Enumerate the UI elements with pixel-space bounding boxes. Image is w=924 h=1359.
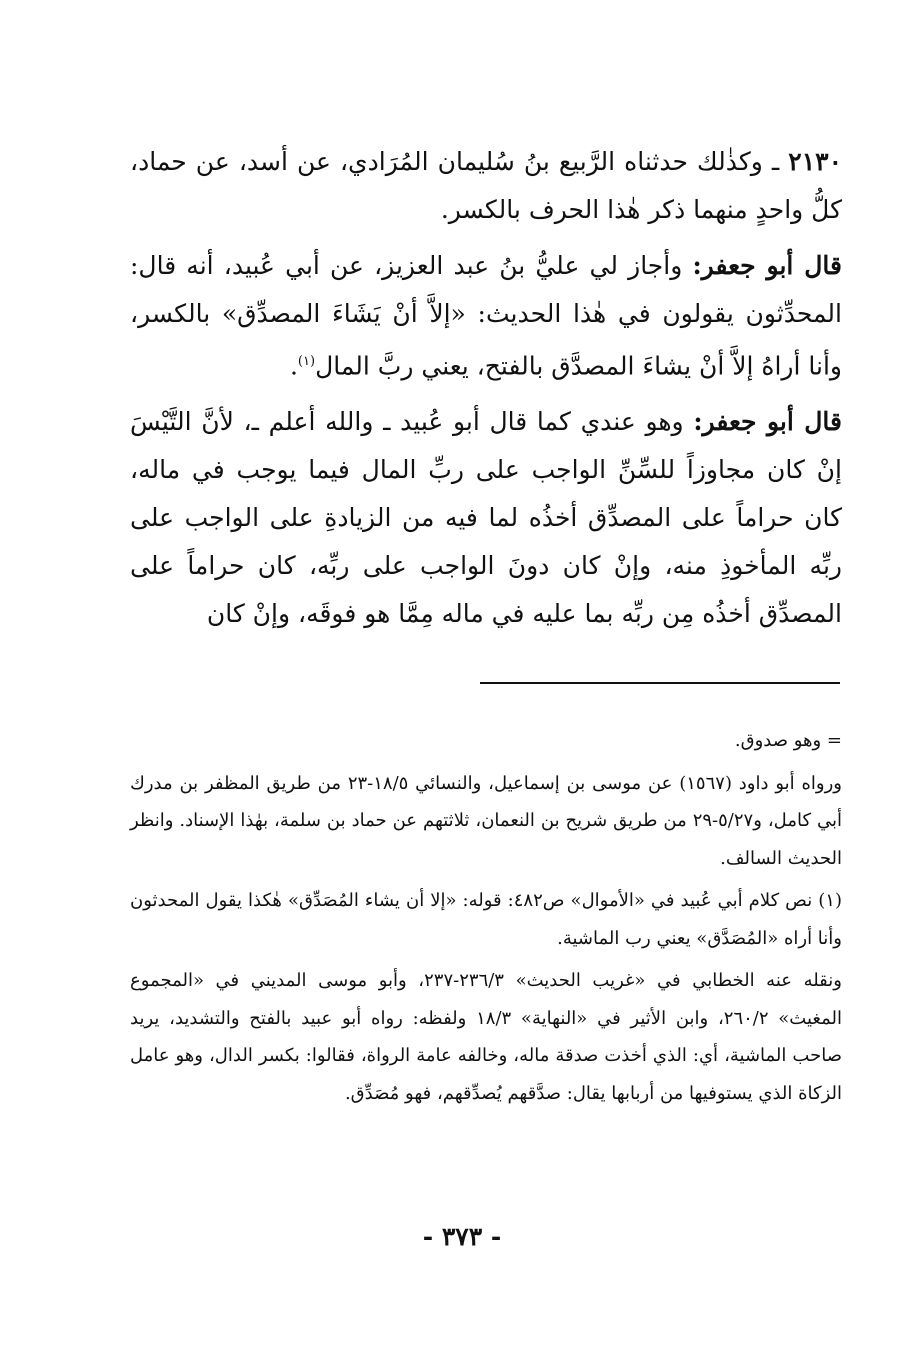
speaker-label: قال أبو جعفر: xyxy=(693,407,842,437)
footnote-ref: (١) xyxy=(297,354,316,369)
commentary-paragraph xyxy=(130,242,842,390)
footnotes xyxy=(130,722,842,1117)
paragraph-text: ـ وكذٰلك حدثناه الرَّبيع بنُ سُليمان المُرَادي، عن أسد، عن حماد، كلُّ واحدٍ منهما ذكر هٰذا الحرف بالكسر. xyxy=(130,147,842,224)
footnote-continuation: = وهو صدوق. xyxy=(734,730,842,751)
hadith-paragraph xyxy=(130,138,842,234)
footnote-paragraph: (١) نص كلام أبي عُبيد في «الأموال» ص٤٨٢: قوله: «إلا أن يشاء المُصَدِّق» هٰكذا يقول المحدثون وأنا أراه «المُصَدَّق» يعني رب الماشية. xyxy=(130,890,842,949)
commentary-paragraph xyxy=(130,398,842,638)
page-number: - ٣٧٣ - xyxy=(422,1222,502,1251)
footnote-paragraph: ونقله عنه الخطابي في «غريب الحديث» ٢٣٦/٣-٢٣٧، وأبو موسى المديني في «المجموع المغيث» ٢٦٠/٢، وابن الأثير في «النهاية» ١٨/٣ ولفظه: رواه أبو عبيد بالفتح والتشديد، يريد صاحب الماشية، أي: الذي أخذت صدقة ماله، وخالفه عامة الرواة، فقالوا: بكسر الدال، وهو عامل الزكاة الذي يستوفيها من أربابها يقال: صدَّقهم يُصدِّقهم، فهو مُصَدِّق. xyxy=(130,970,842,1104)
paragraph-text: وأجاز لي عليُّ بنُ عبد العزيز، عن أبي عُبيد، أنه قال: المحدِّثون يقولون في هٰذا الحديث: «إلاَّ أنْ يَشَاءَ المصدِّق» بالكسر، وأنا أراهُ إلاَّ أنْ يشاءَ المصدَّق بالفتح، يعني ربَّ المال xyxy=(130,251,842,381)
paragraph-text: وهو عندي كما قال أبو عُبيد ـ والله أعلم ـ، لأنَّ التَّيْسَ إنْ كان مجاوزاً للسِّنِّ الواجب على ربِّ المال فيما يوجب في ماله، كان حراماً على المصدِّق أخذُه لما فيه من الزيادةِ على الواجب على ربِّه المأخوذِ منه، وإنْ كان دونَ الواجب على ربِّه، كان حراماً على المصدِّق أخذُه مِن ربِّه بما عليه في ماله مِمَّا هو فوقَه، وإنْ كان xyxy=(130,407,842,629)
speaker-label: قال أبو جعفر: xyxy=(692,251,842,280)
hadith-number: ٢١٣٠ xyxy=(788,147,842,176)
footnote-separator xyxy=(480,682,840,684)
main-text xyxy=(130,138,842,646)
footnote-paragraph: ورواه أبو داود (١٥٦٧) عن موسى بن إسماعيل، والنسائي ١٨/٥-٢٣ من طريق المظفر بن مدرك أبي كامل، و٥/٢٧-٢٩ من طريق شريح بن النعمان، ثلاثتهم عن حماد بن سلمة، بهٰذا الإسناد. وانظر الحديث السالف. xyxy=(130,772,842,869)
paragraph-end: . xyxy=(289,351,298,381)
